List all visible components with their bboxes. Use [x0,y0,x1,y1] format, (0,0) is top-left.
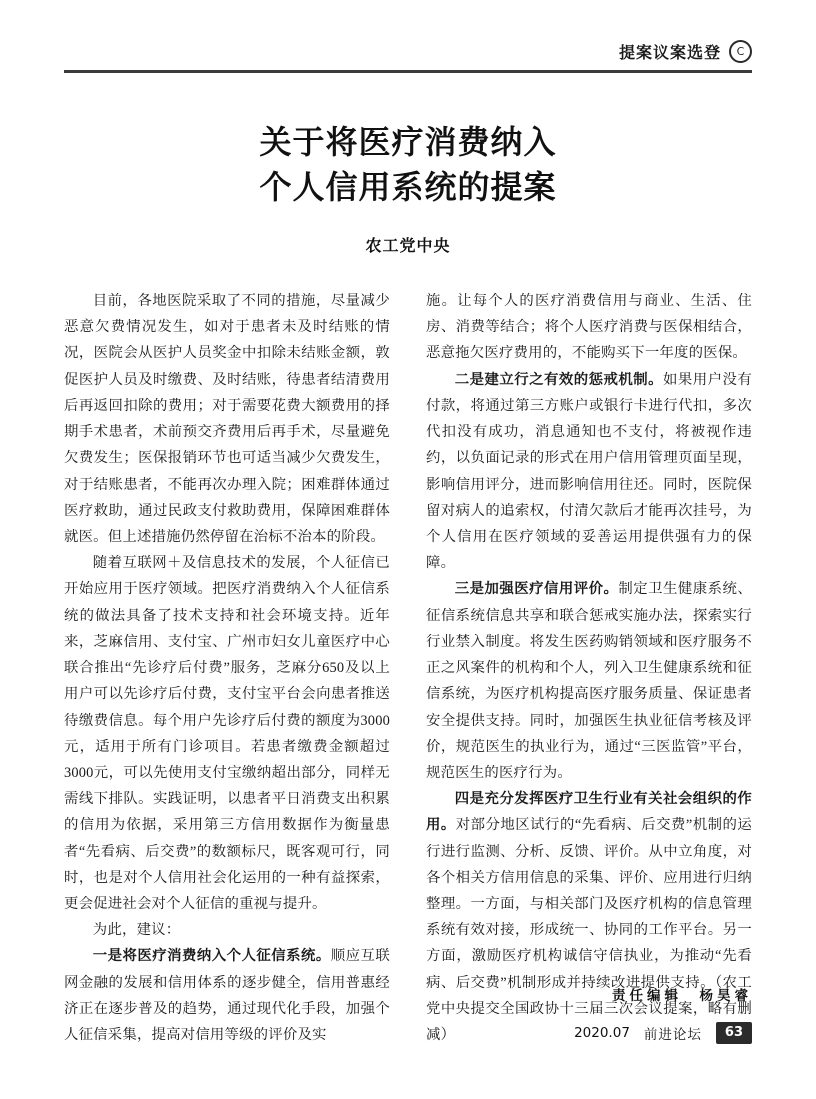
author: 农工党中央 [365,235,451,255]
header-rule [64,70,752,73]
title-block [64,120,752,256]
paragraph-text: 顺应互联网金融的发展和信用体系的逐步健全，信用普惠经济正在逐步普及的趋势，通过现代化手段，加强个人征信采集，提高对信用等级的评价及实 [64,948,390,1044]
editor-credit: 责任编辑 杨昊睿 [612,988,752,1004]
page-number: 63 [716,1022,752,1044]
paragraph-lead: 一是将医疗消费纳入个人征信系统。 [92,948,331,965]
paragraph-with-lead [426,786,752,1048]
paragraph-text: 制定卫生健康系统、征信系统信息共享和联合惩戒实施办法，探索实行行业禁入制度。将发生医药购销领域和医疗服务不正之风案件的机构和个人，列入卫生健康系统和征信系统，为医疗机构提高医疗服务质量、保证患者安全提供支持。同时，加强医生执业征信考核及评价，规范医生的执业行为，通过“三医监管”平台，规范医生的医疗行为。 [426,581,753,781]
body-columns [64,288,752,1048]
paragraph-lead: 四是充分发挥医疗卫生行业有关社会组织的作用。 [426,791,752,834]
paragraph: 随着互联网＋及信息技术的发展，个人征信已开始应用于医疗领域。把医疗消费纳入个人征信系统的做法具备了技术支持和社会环境支持。近年来，芝麻信用、支付宝、广州市妇女儿童医疗中心联合推出“先诊疗后付费”服务，芝麻分650及以上用户可以先诊疗后付费，支付宝平台会向患者推送待缴费信息。每个用户先诊疗后付费的额度为3000元，适用于所有门诊项目。若患者缴费金额超过3000元，可以先使用支付宝缴纳超出部分，同样无需线下排队。实践证明，以患者平日消费支出积累的信用为依据，采用第三方信用数据作为衡量患者“先看病、后交费”的数额标尺，既客观可行，同时，也是对个人信用社会化运用的一种有益探索，更会促进社会对个人征信的重视与提升。 [64,555,390,913]
paragraph: 目前，各地医院采取了不同的措施，尽量减少恶意欠费情况发生，如对于患者未及时结账的情况，医院会从医护人员奖金中扣除未结账金额，敦促医护人员及时缴费、及时结账，待患者结清费用后再返回扣除的费用；对于需要花费大额费用的择期手术患者，术前预交齐费用后再手术，尽量避免欠费发生；医保报销环节也可适当减少欠费发生，对于结账患者，不能再次办理入院；困难群体通过医疗救助，通过民政支付救助费用，保障困难群体就医。但上述措施仍然停留在治标不治本的阶段。 [64,293,390,545]
section-title: 提案议案选登 [618,43,721,62]
page-title [64,120,752,211]
page-header [64,40,752,82]
paragraph-lead: 三是加强医疗信用评价。 [454,581,619,598]
paragraph-continuation: 施。让每个人的医疗消费信用与商业、生活、住房、消费等结合；将个人医疗消费与医保相结合，恶意拖欠医疗费用的，不能购买下一年度的医保。 [426,293,752,362]
issue-date: 2020.07 [574,1024,630,1041]
right-column [426,288,752,1048]
page-title-line-2: 个人信用系统的提案 [259,168,557,207]
header-section [619,40,752,63]
page-footer [574,1022,752,1044]
paragraph-with-lead [64,943,390,1048]
circled-c-icon: C [729,40,752,63]
paragraph-text: 如果用户没有付款，将通过第三方账户或银行卡进行代扣，多次代扣没有成功，消息通知也不支付，将被视作违约，以负面记录的形式在用户信用管理页面呈现，影响信用评分，进而影响信用往还。同时，医院保留对病人的追索权，付清欠款后才能再次挂号，为个人信用在医疗领域的妥善运用提供强有力的保障。 [426,371,752,572]
paragraph-with-lead [426,367,752,577]
paragraph-lead: 二是建立行之有效的惩戒机制。 [454,371,664,388]
paragraph: 为此，建议： [92,922,181,939]
left-column [64,288,390,1048]
page-title-line-1: 关于将医疗消费纳入 [259,123,557,161]
magazine-name: 前进论坛 [643,1026,702,1043]
paragraph-with-lead [426,576,752,786]
paragraph-text: 对部分地区试行的“先看病、后交费”机制的运行进行监测、分析、反馈、评价。从中立角度，对各个相关方信用信息的采集、评价、应用进行归纳整理。一方面，与相关部门及医疗机构的信息管理系统有效对接，形成统一、协同的工作平台。另一方面，激励医疗机构诚信守信执业，为推动“先看病、后交费”机制形成并持续改进提供支持。（农工党中央提交全国政协十三届三次会议提案，略有删减） [426,817,752,1044]
